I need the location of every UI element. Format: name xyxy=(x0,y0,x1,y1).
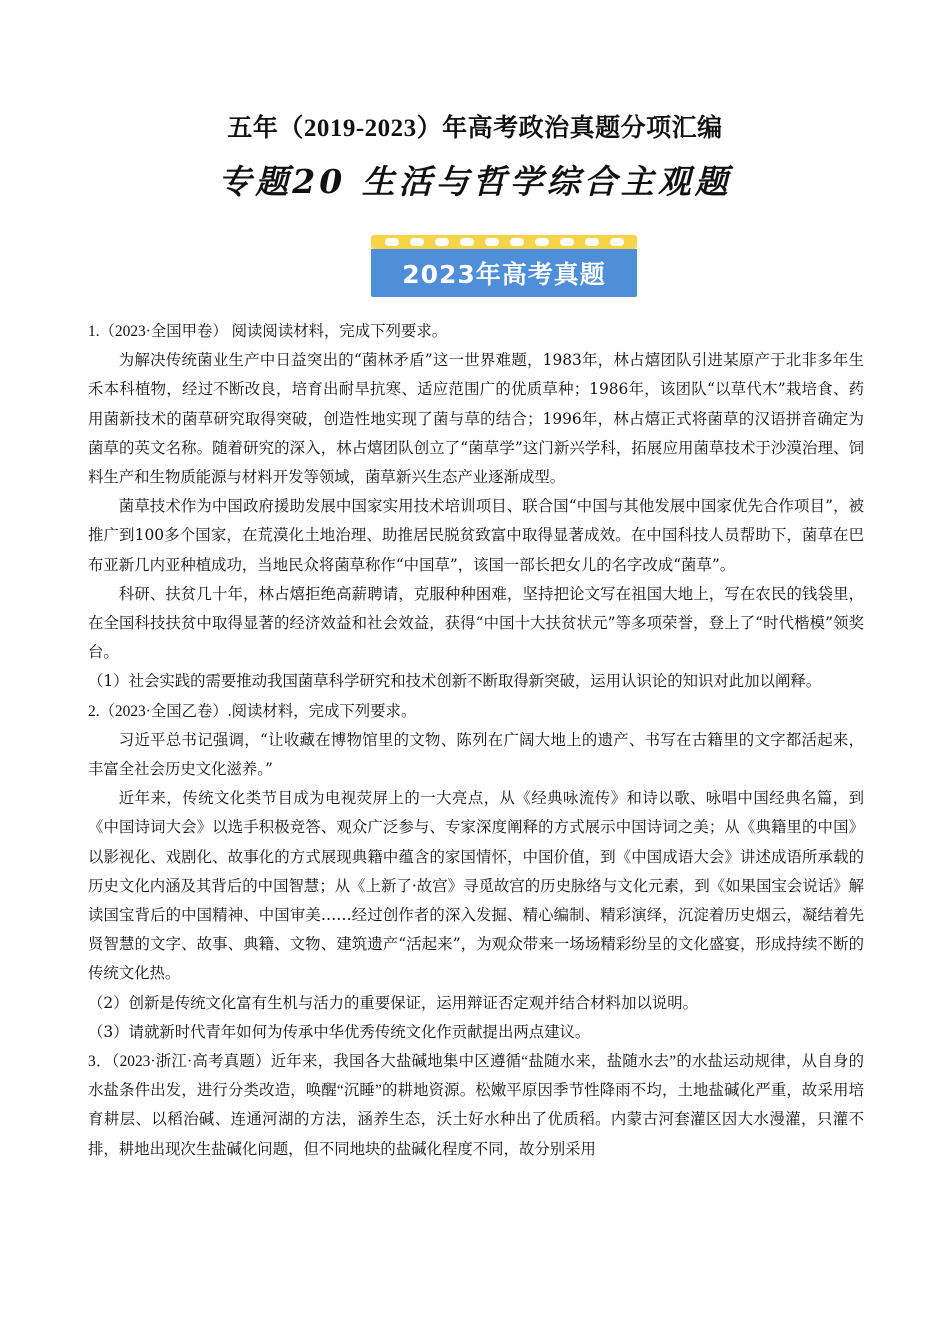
question-1-paragraph: 菌草技术作为中国政府援助发展中国家实用技术培训项目、联合国“中国与其他发展中国家优先合作项目”，被推广到100多个国家，在荒漠化土地治理、助推居民脱贫致富中取得显著成效。在中国科技人员帮助下，菌草在巴布亚新几内亚种植成功，当地民众将菌草称作“中国草”，该国一部长把女儿的名字改成“菌草”。 xyxy=(88,497,864,574)
banner-label: 2023年高考真题 xyxy=(402,260,606,289)
binding-hole xyxy=(410,238,424,246)
question-1-heading: 1.（2023·全国甲卷） 阅读阅读材料，完成下列要求。 xyxy=(88,323,448,340)
question-2-subquestion: （2）创新是传统文化富有生机与活力的重要保证，运用辩证否定观并结合材料加以说明。 xyxy=(88,993,699,1012)
binding-hole xyxy=(435,238,449,246)
binding-hole xyxy=(610,238,624,246)
page-header xyxy=(0,112,950,204)
banner-body xyxy=(371,249,637,297)
page-title: 五年（2019-2023）年高考政治真题分项汇编 xyxy=(227,115,723,142)
binding-hole xyxy=(460,238,474,246)
binding-hole xyxy=(585,238,599,246)
question-2-paragraph: 习近平总书记强调，“让收藏在博物馆里的文物、陈列在广阔大地上的遗产、书写在古籍里的文字都活起来，丰富全社会历史文化滋养。” xyxy=(88,730,864,779)
binding-hole xyxy=(560,238,574,246)
question-1-paragraph: 科研、扶贫几十年，林占熺拒绝高薪聘请，克服种种困难，坚持把论文写在祖国大地上，写在农民的钱袋里，在全国科技扶贫中取得显著的经济效益和社会效益，获得“中国十大扶贫状元”等多项荣誉，登上了“时代楷模”领奖台。 xyxy=(88,584,864,662)
question-3-heading: 3．（2023·浙江·高考真题）近年来，我国各大盐碱地集中区遵循“盐随水来，盐随水去”的水盐运动规律，从自身的水盐条件出发，进行分类改造，唤醒“沉睡”的耕地资源。松嫩平原因季节性降雨不均，土地盐碱化严重，故采用培育耕层、以稻治碱、连通河湖的方法，涵养生态，沃土好水种出了优质稻。内蒙古河套灌区因大水漫灌，只灌不排，耕地出现次生盐碱化问题，但不同地块的盐碱化程度不同，故分别采用 xyxy=(88,1053,864,1158)
question-2-subquestion: （3）请就新时代青年如何为传承中华优秀传统文化作贡献提出两点建议。 xyxy=(88,1022,591,1041)
question-2-heading: 2.（2023·全国乙卷）.阅读材料，完成下列要求。 xyxy=(88,702,417,720)
binding-hole xyxy=(510,238,524,246)
binding-hole xyxy=(385,238,399,246)
banner-binding-holes xyxy=(371,238,637,246)
section-banner xyxy=(371,235,637,297)
binding-hole xyxy=(535,238,549,246)
question-1-subquestion: （1）社会实践的需要推动我国菌草科学研究和技术创新不断取得新突破，运用认识论的知识对此加以阐释。 xyxy=(88,672,822,691)
document-body xyxy=(88,317,864,1164)
page-subtitle: 专题20 生活与哲学综合主观题 xyxy=(218,162,732,201)
binding-hole xyxy=(485,238,499,246)
question-1-paragraph: 为解决传统菌业生产中日益突出的“菌林矛盾”这一世界难题，1983年，林占熺团队引进某原产于北非多年生禾本科植物，经过不断改良，培育出耐旱抗寒、适应范围广的优质草种；1986年，该团队“以草代木”栽培食、药用菌新技术的菌草研究取得突破，创造性地实现了菌与草的结合；1996年，林占熺正式将菌草的汉语拼音确定为菌草的英文名称。随着研究的深入，林占熺团队创立了“菌草学”这门新兴学科，拓展应用菌草技术于沙漠治理、饲料生产和生物质能源与材料开发等领域，菌草新兴生态产业逐渐成型。 xyxy=(88,351,864,487)
question-2-paragraph: 近年来，传统文化类节目成为电视荧屏上的一大亮点，从《经典咏流传》和诗以歌、咏唱中国经典名篇，到《中国诗词大会》以选手积极竞答、观众广泛参与、专家深度阐释的方式展示中国诗词之美；从《典籍里的中国》以影视化、戏剧化、故事化的方式展现典籍中蕴含的家国情怀，中国价值，到《中国成语大会》讲述成语所承载的历史文化内涵及其背后的中国智慧；从《上新了·故宫》寻觅故宫的历史脉络与文化元素，到《如果国宝会说话》解读国宝背后的中国精神、中国审美……经过创作者的深入发掘、精心编制、精彩演绎，沉淀着历史烟云，凝结着先贤智慧的文字、故事、典籍、文物、建筑遗产“活起来”，为观众带来一场场精彩纷呈的文化盛宴，形成持续不断的传统文化热。 xyxy=(88,789,864,983)
